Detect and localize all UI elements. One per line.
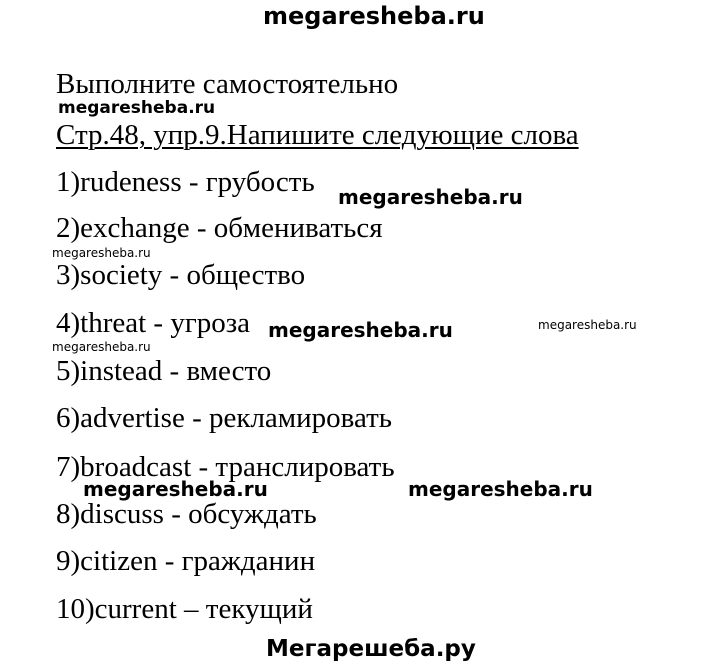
- watermark-row-left: megaresheba.ru: [83, 477, 268, 501]
- watermark-row-right: megaresheba.ru: [408, 477, 593, 501]
- watermark-after-item-1: megaresheba.ru: [338, 185, 523, 209]
- word-item-2: 2)exchange - обмениваться: [56, 212, 383, 244]
- word-item-6: 6)advertise - рекламировать: [56, 402, 392, 434]
- word-item-1: 1)rudeness - грубость: [56, 166, 315, 198]
- word-item-4: 4)threat - угроза: [56, 307, 251, 339]
- word-item-3: 3)society - общество: [56, 259, 306, 291]
- word-item-5: 5)instead - вместо: [56, 355, 272, 387]
- word-item-8: 8)discuss - обсуждать: [56, 498, 317, 530]
- watermark-small-left-2: megaresheba.ru: [52, 340, 151, 354]
- watermark-top: megaresheba.ru: [263, 2, 485, 30]
- watermark-after-item-4: megaresheba.ru: [268, 318, 453, 342]
- word-item-7: 7)broadcast - транслировать: [56, 451, 395, 483]
- watermark-small-right: megaresheba.ru: [538, 318, 637, 332]
- watermark-under-heading: megaresheba.ru: [58, 98, 216, 118]
- word-item-10: 10)current – текущий: [56, 593, 313, 625]
- watermark-bottom: Мегарешеба.ру: [266, 636, 476, 662]
- page-heading: Выполните самостоятельно: [56, 68, 399, 100]
- word-item-9: 9)citizen - гражданин: [56, 545, 316, 577]
- exercise-subheading: Стр.48, упр.9.Напишите следующие слова: [56, 119, 579, 151]
- watermark-small-left-1: megaresheba.ru: [52, 246, 151, 260]
